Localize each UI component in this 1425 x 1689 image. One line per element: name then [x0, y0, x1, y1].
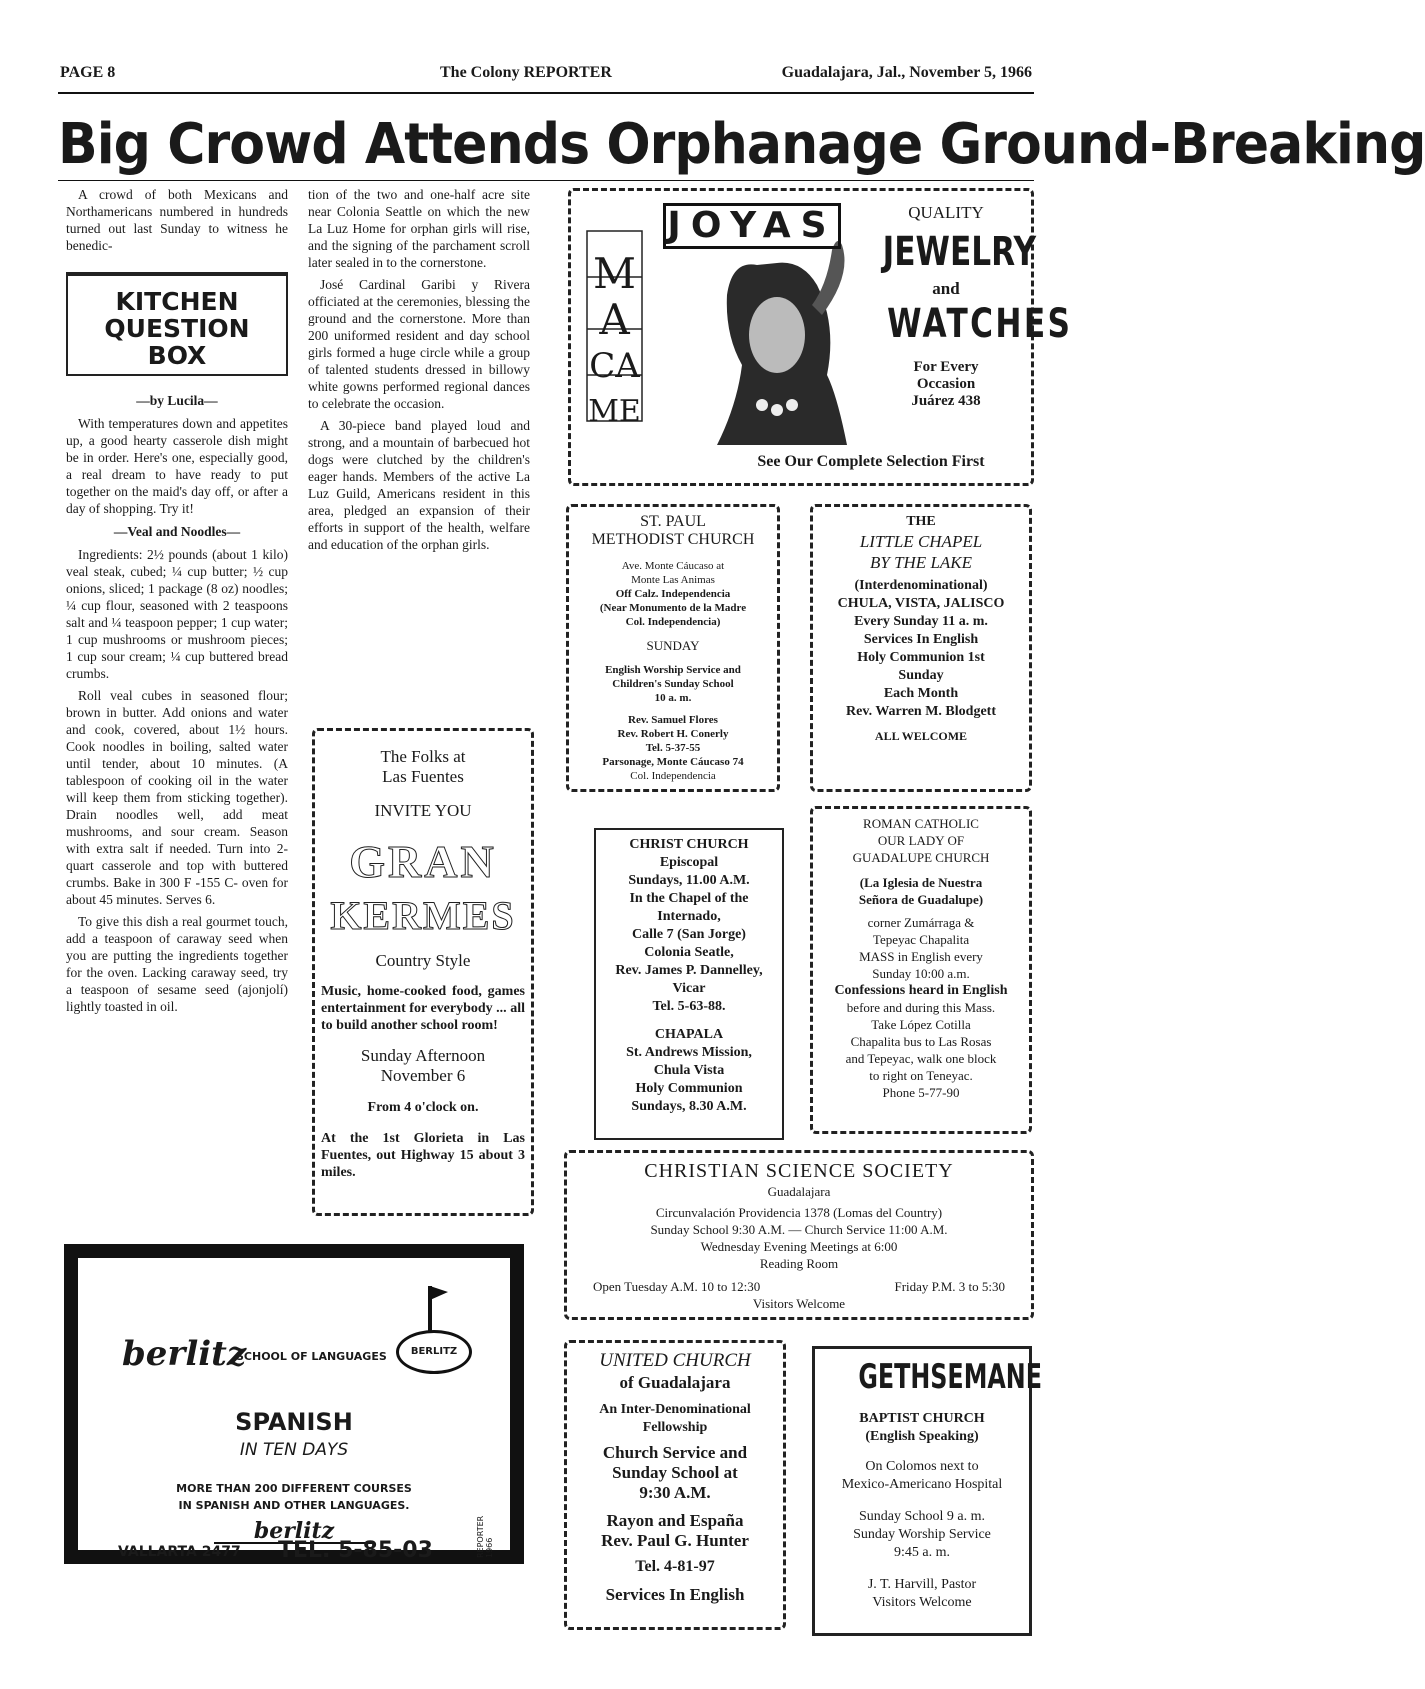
church-text: CHULA, VISTA, JALISCO [837, 596, 1005, 611]
church-text: Sunday Worship Service [853, 1527, 991, 1542]
church-text: Rev. James P. Dannelley, [615, 963, 763, 978]
church-text: UNITED CHURCH [599, 1350, 751, 1371]
church-text: ALL WELCOME [874, 729, 968, 743]
kitchen-title-line: KITCHEN [115, 287, 239, 316]
church-text: Colonia Seatle, [644, 945, 734, 960]
church-text: Rev. Samuel Flores [628, 714, 718, 726]
church-text: Friday P.M. 3 to 5:30 [894, 1279, 1005, 1294]
brand-letter: A [599, 295, 630, 344]
berlitz-courses [78, 1480, 510, 1514]
church-text: Tel. 5-37-55 [645, 742, 701, 754]
brand-letter: M [592, 249, 636, 298]
church-text: Sunday School at [612, 1463, 738, 1482]
joyas-jewelry: JEWELRY [882, 229, 1037, 275]
church-text: Services In English [605, 1585, 745, 1604]
joyas-footer: See Our Complete Selection First [757, 453, 985, 470]
church-text: Col. Independencia [630, 770, 716, 782]
church-text: and Tepeyac, walk one block [845, 1051, 997, 1066]
church-text: Episcopal [659, 855, 719, 870]
church-text: CHRIST CHURCH [629, 837, 749, 852]
church-text: (La Iglesia de Nuestra [859, 875, 983, 890]
kermes-ad [312, 728, 534, 1216]
church-text: Sunday School 9 a. m. [859, 1509, 985, 1524]
joyas-text: and [932, 279, 960, 298]
church-text: Phone 5-77-90 [882, 1085, 960, 1100]
kitchen-title-line: QUESTION [104, 314, 250, 343]
berlitz-ad [64, 1244, 524, 1564]
kermes-text: Las Fuentes [382, 767, 464, 786]
kitchen-paragraph: With temperatures down and appetites up, a good hearty casserole dish might be in order. Here's one, especially good, a real dream to have ready to put together on the maid's day off, or after a day of shopping. Try it! [66, 416, 288, 516]
christ-church-ad [594, 828, 784, 1140]
church-text: GUADALUPE CHURCH [852, 850, 990, 865]
kitchen-subhead: —Veal and Noodles— [113, 524, 241, 539]
headline-rule [58, 180, 1034, 181]
article-intro: A crowd of both Mexicans and Northamericans numbered in hundreds turned out last Sunday to witness he benedic- [66, 187, 288, 253]
church-text: Tel. 5-63-88. [652, 999, 726, 1014]
church-text: Tel. 4-81-97 [635, 1558, 715, 1575]
church-text: Monte Las Animas [631, 574, 715, 586]
header-rule [58, 92, 1034, 94]
headline: Big Crowd Attends Orphanage Ground-Breaking [58, 112, 1425, 177]
brand-letter: ME [588, 394, 641, 429]
article-column-1 [66, 186, 288, 259]
kermes-text: Sunday Afternoon [360, 1046, 486, 1065]
church-text: Open Tuesday A.M. 10 to 12:30 [593, 1279, 761, 1294]
church-text: (Near Monumento de la Madre [599, 602, 747, 614]
roman-catholic-ad [810, 806, 1032, 1134]
church-text: Visitors Welcome [752, 1296, 846, 1311]
church-text: Children's Sunday School [612, 678, 734, 690]
church-text: METHODIST CHURCH [591, 531, 755, 548]
joyas-text: Occasion [916, 376, 976, 392]
church-text: Ave. Monte Cáucaso at [621, 560, 725, 572]
church-text: Wednesday Evening Meetings at 6:00 [700, 1239, 898, 1254]
paper-name: The Colony REPORTER [440, 64, 612, 81]
article-paragraph: tion of the two and one-half acre site near Colonia Seattle on which the new La Luz Home for orphan girls will rise, and the signing of the parchament scroll later sealed in to the cornerstone. [308, 187, 530, 270]
church-text: Rev. Warren M. Blodgett [846, 704, 996, 719]
christian-science-ad [564, 1150, 1034, 1320]
church-text: Sunday School 9:30 A.M. — Church Service 11:00 A.M. [650, 1222, 948, 1237]
kitchen-paragraph: Ingredients: 2½ pounds (about 1 kilo) veal steak, cubed; ¼ cup butter; ½ cup onions, sliced; 1 package (8 oz) noodles; ¼ cup flour, seasoned with 2 teaspoons salt and ¼ teaspoon pepper; 1 cup water; 1 cup mushrooms or mushroom pieces; 1 cup sour cream; ¼ cup buttered bread crumbs. [66, 547, 288, 681]
berlitz-text: IN SPANISH AND OTHER LANGUAGES. [178, 1499, 410, 1512]
church-text: Col. Independencia) [625, 616, 721, 628]
church-text: Guadalajara [767, 1184, 831, 1199]
church-text: Take López Cotilla [871, 1017, 971, 1032]
joyas-text: For Every [913, 359, 979, 375]
church-text: Holy Communion 1st [857, 650, 985, 665]
church-text: Fellowship [642, 1420, 708, 1435]
jewelry-figure [717, 241, 847, 445]
church-text: Reading Room [759, 1256, 839, 1271]
church-text: MASS in English every [859, 949, 983, 964]
church-text: Rev. Paul G. Hunter [601, 1531, 749, 1550]
kitchen-byline: —by Lucila— [136, 393, 218, 408]
st-paul-ad [566, 504, 780, 792]
flag-icon [418, 1278, 458, 1334]
church-text: Each Month [883, 686, 959, 701]
church-text: Church Service and [602, 1443, 748, 1462]
church-text: Tepeyac Chapalita [872, 932, 970, 947]
place-date: Guadalajara, Jal., November 5, 1966 [781, 64, 1032, 81]
kermes-title: KERMES [330, 893, 516, 938]
gethsemane-ad [812, 1346, 1042, 1636]
kitchen-box-title [66, 272, 288, 376]
joyas-text: Juárez 438 [911, 393, 981, 409]
article-paragraph: José Cardinal Garibi y Rivera officiated at the ceremonies, blessing the ground and the cornerstone. More than 200 uniformed resident and day school girls formed a huge circle while a group of talented students dressed in billowy white gowns performed regional dances to celebrate the occasion. [308, 277, 530, 411]
church-text: THE [906, 514, 936, 529]
kermes-text: At the 1st Glorieta in Las Fuentes, out Highway 15 about 3 miles. [321, 1131, 525, 1180]
brand-letter: CA [589, 346, 640, 386]
church-text: Chapalita bus to Las Rosas [850, 1034, 992, 1049]
church-text: Services In English [863, 632, 979, 647]
church-text: ST. PAUL [640, 513, 706, 530]
joyas-ad [568, 188, 1073, 486]
article-paragraph: A 30-piece band played loud and strong, and a mountain of barbecued hot dogs were clutched by the children's eager hands. Members of the active La Luz Guild, Americans resident in this area, pledged an expansion of their efforts in support of the health, welfare and education of the orphan girls. [308, 418, 530, 552]
church-text: Mexico-Americano Hospital [841, 1477, 1003, 1492]
gethsemane-title: GETHSEMANE [858, 1357, 1042, 1397]
church-text: J. T. Harvill, Pastor [867, 1577, 977, 1592]
kermes-gran: GRAN [349, 836, 497, 887]
church-text: BAPTIST CHURCH [859, 1411, 985, 1426]
kermes-text: November 6 [380, 1066, 466, 1085]
church-text: Calle 7 (San Jorge) [632, 927, 746, 942]
berlitz-ten-days: IN TEN DAYS [239, 1440, 349, 1460]
kitchen-paragraph: Roll veal cubes in seasoned flour; brown in butter. Add onions and water and cook, covered, about 1½ hours. Cook noodles in boiling, salted water until tender, about 10 minutes. (A tablespoon of cooking oil in the water will keep them from sticking together). Drain noodles well, add meat mushrooms, and sour cream. Season with extra salt if needed. Turn into 2-quart casserole and top with buttered crumbs. Bake in 300 F -155 C- oven for about 45 minutes. Serves 6. [66, 688, 288, 907]
church-text: LITTLE CHAPEL [859, 532, 983, 551]
church-text: Sundays, 8.30 A.M. [631, 1099, 747, 1114]
kermes-text: Country Style [375, 951, 471, 970]
church-text: English Worship Service and [605, 664, 741, 676]
kermes-text: From 4 o'clock on. [367, 1100, 479, 1115]
church-text: CHAPALA [654, 1027, 724, 1042]
church-text: SUNDAY [646, 638, 700, 653]
church-text: of Guadalajara [619, 1373, 731, 1392]
church-text: 9:45 a. m. [894, 1545, 950, 1560]
church-text: Off Calz. Independencia [615, 588, 731, 600]
church-text: corner Zumárraga & [867, 915, 975, 930]
church-text: Chula Vista [653, 1063, 725, 1078]
church-text: to right on Teneyac. [869, 1068, 973, 1083]
berlitz-school: SCHOOL OF LANGUAGES [236, 1350, 387, 1363]
berlitz-phone: TEL. 5-85-03 [278, 1538, 433, 1563]
church-text: Every Sunday 11 a. m. [854, 614, 988, 629]
berlitz-seal: BERLITZ [396, 1330, 472, 1374]
church-text: Sunday 10:00 a.m. [872, 966, 970, 981]
berlitz-side-note: REPORTER 1966 [476, 1515, 494, 1558]
berlitz-logo: berlitz [122, 1334, 247, 1374]
church-text: Rayon and España [606, 1511, 744, 1530]
church-text: Parsonage, Monte Cáucaso 74 [602, 756, 744, 768]
church-text: Señora de Guadalupe) [858, 892, 984, 907]
church-text: St. Andrews Mission, [626, 1045, 752, 1060]
church-text: Confessions heard in English [834, 983, 1008, 998]
page-number: PAGE 8 [60, 64, 116, 81]
church-text: Vicar [672, 981, 706, 996]
church-text: CHRISTIAN SCIENCE SOCIETY [644, 1160, 954, 1182]
kermes-text: INVITE YOU [374, 801, 472, 820]
berlitz-address: VALLARTA 2477 [118, 1544, 241, 1560]
church-text: before and during this Mass. [846, 1000, 996, 1015]
vertical-brand [587, 251, 642, 435]
church-text: BY THE LAKE [869, 553, 973, 572]
church-text: 9:30 A.M. [639, 1483, 711, 1502]
joyas-copy [861, 203, 1073, 410]
church-text: On Colomos next to [865, 1459, 979, 1474]
kermes-text: Music, home-cooked food, games entertainment for everybody ... all to build another school room! [321, 984, 525, 1033]
church-text: In the Chapel of the [629, 891, 749, 906]
berlitz-spanish: SPANISH [235, 1408, 353, 1436]
church-text: ROMAN CATHOLIC [863, 816, 979, 831]
church-text: Visitors Welcome [872, 1595, 972, 1610]
church-text: Internado, [657, 909, 721, 924]
church-text: Sunday [898, 668, 944, 683]
church-text: An Inter-Denominational [599, 1402, 751, 1417]
church-text: Holy Communion [635, 1081, 743, 1096]
berlitz-logo-small: berlitz [214, 1520, 374, 1544]
little-chapel-ad [810, 504, 1032, 792]
kitchen-title-line: BOX [147, 341, 207, 370]
kitchen-paragraph: To give this dish a real gourmet touch, add a teaspoon of caraway seed when you are putting the ingredients together for the oven. Lacking caraway seed, try a teaspoon of sesame seed (ajonjolí) lightly toasted in oil. [66, 914, 288, 1014]
hours-row [573, 1278, 1025, 1295]
church-text: 10 a. m. [654, 692, 692, 704]
church-text: OUR LADY OF [877, 833, 965, 848]
kitchen-column [66, 386, 288, 1020]
article-column-2 [308, 186, 530, 558]
joyas-text: QUALITY [908, 203, 984, 222]
joyas-watches: WATCHES [887, 301, 1073, 347]
church-text: (English Speaking) [865, 1429, 979, 1444]
church-text: Rev. Robert H. Conerly [617, 728, 729, 740]
joyas-logo: JOYAS [663, 203, 841, 249]
church-text: (Interdenominational) [854, 578, 988, 593]
church-text: Sundays, 11.00 A.M. [628, 873, 750, 888]
page-header [60, 64, 1032, 90]
kermes-text: The Folks at [380, 747, 466, 766]
united-church-ad [564, 1340, 786, 1630]
berlitz-text: MORE THAN 200 DIFFERENT COURSES [176, 1482, 412, 1495]
church-text: Circunvalación Providencia 1378 (Lomas del Country) [655, 1205, 943, 1220]
